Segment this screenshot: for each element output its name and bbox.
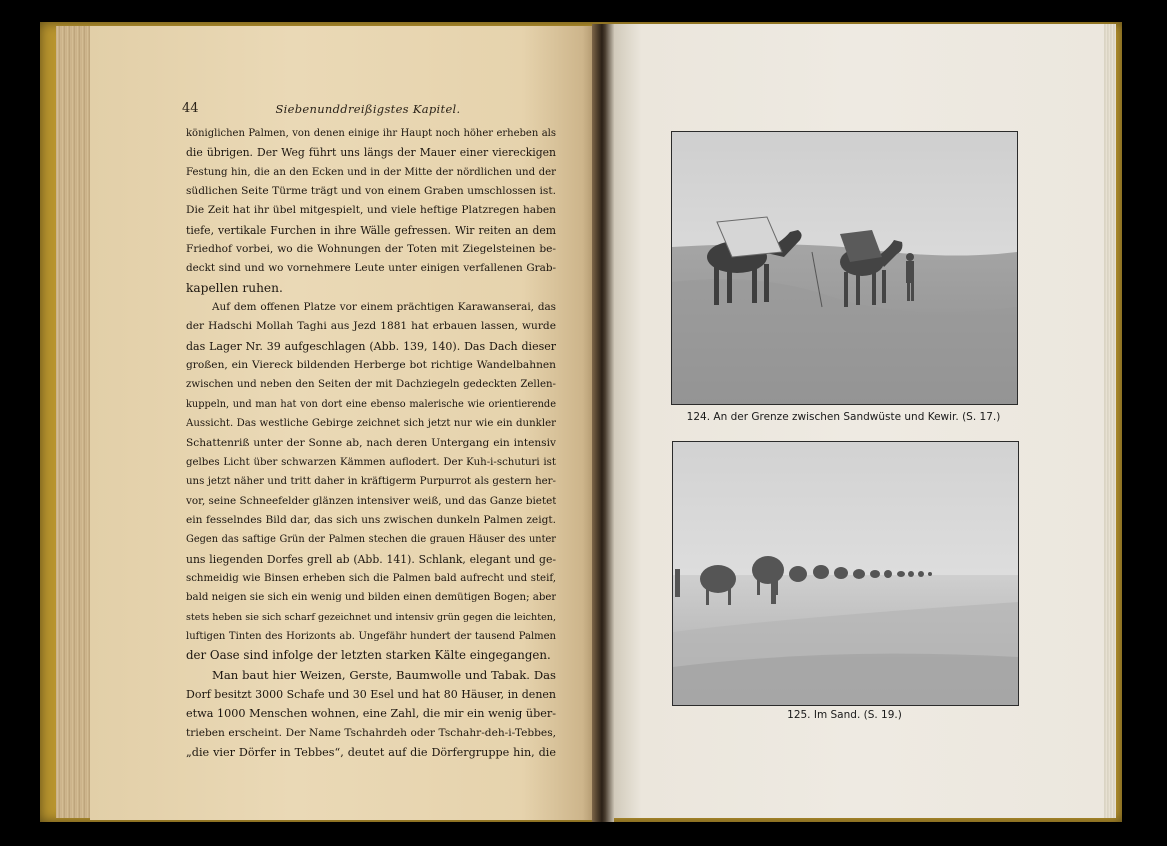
text-line: zwischen und neben den Seiten der mit Dachziegeln gedeckten Zellen- (186, 379, 556, 391)
text-line: südlichen Seite Türme trägt und von einem Graben umschlossen ist. (186, 185, 556, 198)
text-line: Friedhof vorbei, wo die Wohnungen der Toten mit Ziegelsteinen be- (186, 243, 556, 256)
text-line: schmeidig wie Binsen erheben sich die Palmen bald aufrecht und steif, (186, 572, 556, 584)
text-line: der Oase sind infolge der letzten starken Kälte eingegangen. (186, 648, 551, 663)
text-line: das Lager Nr. 39 aufgeschlagen (Abb. 139, 140). Das Dach dieser (186, 339, 556, 353)
text-line: Dorf besitzt 3000 Schafe und 30 Esel und hat 80 Häuser, in denen (186, 687, 556, 701)
text-line: „die vier Dörfer in Tebbes“, deutet auf die Dörfergruppe hin, die (186, 746, 556, 759)
text-line: tiefe, vertikale Furchen in ihre Wälle gefressen. Wir reiten an dem (186, 223, 556, 237)
text-line: Schattenriß unter der Sonne ab, nach deren Untergang ein intensiv (186, 436, 556, 449)
figure-124-caption: 124. An der Grenze zwischen Sandwüste und Kewir. (S. 17.) (686, 411, 1001, 423)
text-line: kuppeln, und man hat von dort eine ebenso malerische wie orientierende (186, 398, 556, 410)
text-line: gelbes Licht über schwarzen Kämmen auflodert. Der Kuh-i-schuturi ist (186, 456, 556, 468)
page-header (182, 101, 554, 119)
text-line: etwa 1000 Menschen wohnen, eine Zahl, die mir ein wenig über- (186, 707, 556, 721)
body-text (186, 124, 556, 762)
text-line: deckt sind und wo vornehmere Leute unter einigen verfallenen Grab- (186, 262, 556, 275)
page-edges-left (56, 26, 92, 818)
desert-caravan-photo (673, 442, 1018, 705)
text-line: der Hadschi Mollah Taghi aus Jezd 1881 hat erbauen lassen, wurde (186, 320, 556, 333)
text-line: stets heben sie sich scharf gezeichnet und intensiv grün gegen die leichten, (186, 611, 556, 623)
text-line: Auf dem offenen Platze vor einem prächtigen Karawanserai, das (212, 301, 556, 314)
text-line: Die Zeit hat ihr übel mitgespielt, und viele heftige Platzregen haben (186, 204, 556, 217)
figure-124-photo (671, 131, 1018, 405)
running-head: Siebenunddreißigstes Kapitel. (275, 102, 461, 116)
text-line: ein fesselndes Bild dar, das sich uns zwischen dunkeln Palmen zeigt. (186, 513, 556, 526)
text-line: königlichen Palmen, von denen einige ihr Haupt noch höher erheben als (186, 128, 556, 139)
page-edges-right (1102, 24, 1116, 818)
text-line: die übrigen. Der Weg führt uns längs der Mauer einer viereckigen (186, 146, 556, 160)
text-line: uns jetzt näher und tritt daher in kräftigerm Purpurrot als gestern her- (186, 476, 556, 488)
text-line: luftigen Tinten des Horizonts ab. Ungefähr hundert der tausend Palmen (186, 630, 556, 642)
text-line: Gegen das saftige Grün der Palmen stechen die grauen Häuser des unter (186, 534, 556, 546)
text-line: kapellen ruhen. (186, 280, 283, 295)
figure-125-caption: 125. Im Sand. (S. 19.) (787, 709, 902, 721)
text-line: trieben erscheint. Der Name Tschahrdeh oder Tschahr-deh-i-Tebbes, (186, 726, 556, 739)
text-line: vor, seine Schneefelder glänzen intensiver weiß, und das Ganze bietet (186, 494, 556, 507)
text-line: bald neigen sie sich ein wenig und bilden einen demütigen Bogen; aber (186, 592, 556, 604)
camel-caravan-photo (672, 132, 1017, 404)
text-line: uns liegenden Dorfes grell ab (Abb. 141). Schlank, elegant und ge- (186, 552, 556, 566)
text-line: großen, ein Viereck bildenden Herberge bot richtige Wandelbahnen (186, 359, 556, 372)
text-line: Festung hin, die an den Ecken und in der Mitte der nördlichen und der (186, 166, 556, 178)
text-line: Man baut hier Weizen, Gerste, Baumwolle und Tabak. Das (212, 667, 556, 682)
page-number: 44 (182, 101, 199, 116)
text-line: Aussicht. Das westliche Gebirge zeichnet sich jetzt nur wie ein dunkler (186, 418, 556, 430)
book-gutter (592, 24, 614, 822)
figure-125-photo (672, 441, 1019, 706)
